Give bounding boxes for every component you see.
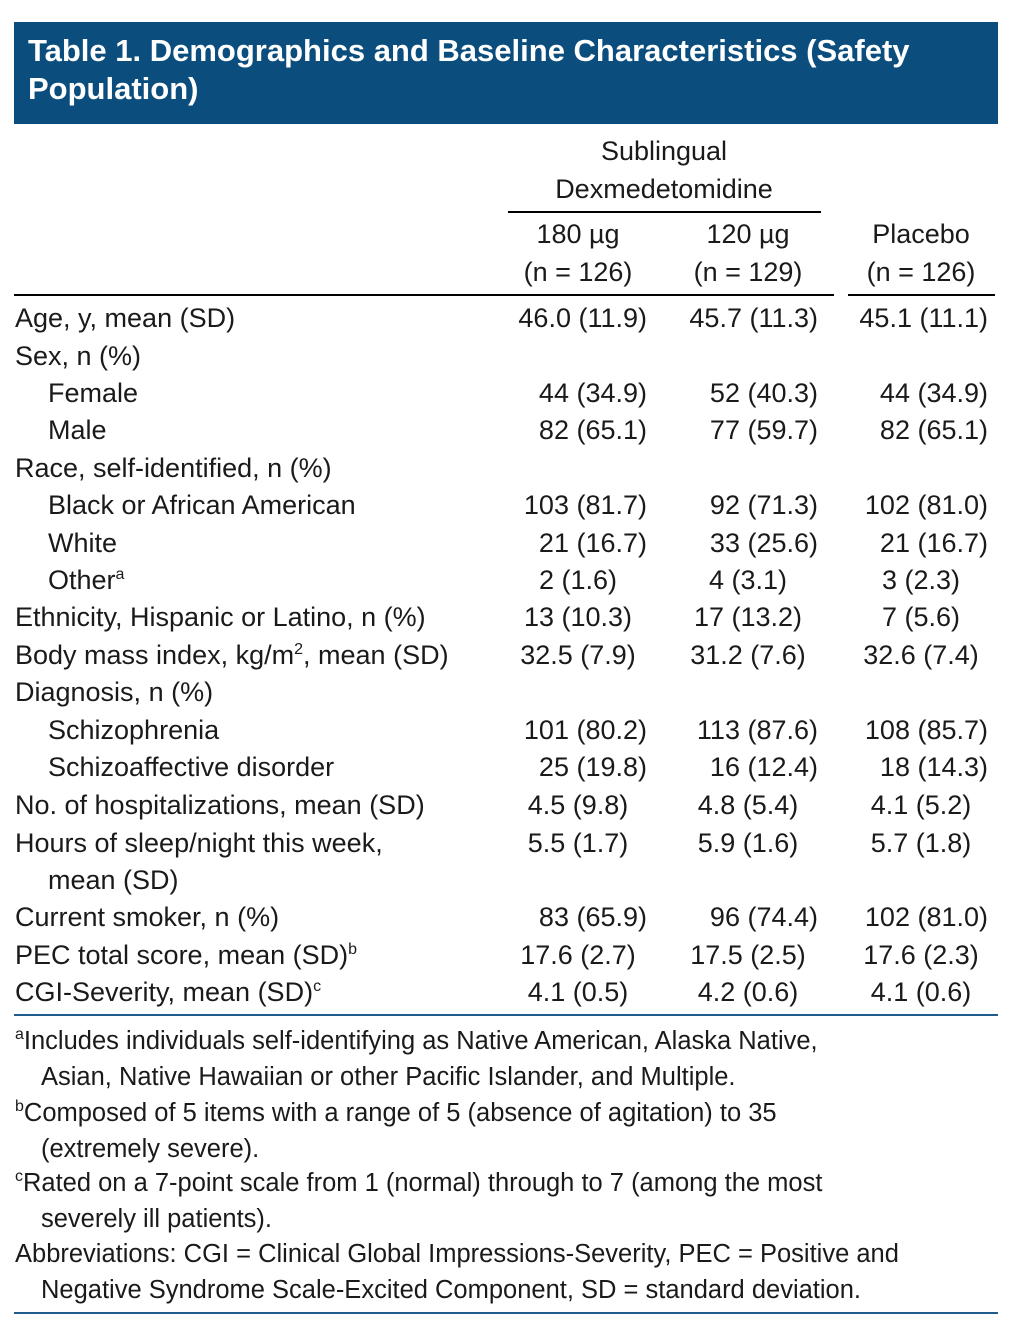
cell-placebo: 4.1 (5.2) (870, 790, 972, 820)
row-label: Current smoker, n (%) (15, 902, 280, 932)
table-row (0, 374, 1015, 412)
row-label: PEC total score, mean (SD)$^b$ (15, 940, 358, 970)
row-label: Race, self-identified, n (%) (15, 453, 332, 483)
cell-placebo: 44 (34.9) (879, 378, 988, 408)
table-row (0, 973, 1015, 1011)
col1-dose-header: 180 µg (536, 219, 620, 249)
row-label: Ethnicity, Hispanic or Latino, n (%) (15, 602, 426, 632)
table-row (0, 711, 1015, 749)
row-label: CGI-Severity, mean (SD)$^c$ (15, 977, 322, 1007)
cell-placebo: 108 (85.7) (864, 715, 988, 745)
table-bottom-rule (14, 1014, 998, 1016)
row-label: White (48, 528, 118, 558)
footnote-mark: a (115, 566, 125, 583)
row-label: Age, y, mean (SD) (15, 303, 236, 333)
row-label: Female (48, 378, 139, 408)
table-title-bar (14, 22, 998, 124)
cell-180: 17.6 (2.7) (520, 940, 636, 970)
cell-120: 31.2 (7.6) (690, 640, 806, 670)
cell-180: 32.5 (7.9) (520, 640, 636, 670)
table-row (0, 936, 1015, 974)
table-row-continuation (0, 861, 1015, 899)
cell-120: 77 (59.7) (709, 415, 818, 445)
cell-placebo: 102 (81.0) (864, 902, 988, 932)
cell-placebo: 7 (5.6) (881, 602, 961, 632)
cell-120: 52 (40.3) (709, 378, 818, 408)
table-row (0, 824, 1015, 862)
table-row (0, 524, 1015, 562)
cell-placebo: 82 (65.1) (879, 415, 988, 445)
row-label: Schizoaffective disorder (48, 752, 335, 782)
row-label: Body mass index, $kg/m^2$, mean (SD) (15, 640, 449, 670)
table-row (0, 411, 1015, 449)
cell-180: 44 (34.9) (538, 378, 647, 408)
col3-n-header: (n = 126) (866, 257, 976, 287)
row-label-continued: mean (SD) (48, 865, 179, 895)
table-row (0, 337, 1015, 375)
group-header-line2: Dexmedetomidine (555, 174, 773, 204)
cell-placebo: 45.1 (11.1) (859, 303, 988, 333)
cell-120: 4 (3.1) (708, 565, 788, 595)
cell-180: 4.5 (9.8) (527, 790, 629, 820)
cell-placebo: 21 (16.7) (879, 528, 988, 558)
cell-180: 4.1 (0.5) (527, 977, 629, 1007)
table-row (0, 673, 1015, 711)
row-label: Black or African American (48, 490, 356, 520)
table-row (0, 486, 1015, 524)
cell-180: 46.0 (11.9) (518, 303, 647, 333)
group-header-rule (508, 211, 821, 213)
col3-label-header: Placebo (872, 219, 970, 249)
header-rule-placebo (848, 294, 995, 296)
row-label: Male (48, 415, 107, 445)
cell-120: 92 (71.3) (709, 490, 818, 520)
table-row (0, 561, 1015, 599)
col1-n-header: (n = 126) (523, 257, 633, 287)
table-row (0, 748, 1015, 786)
table-row (0, 449, 1015, 487)
cell-180: 25 (19.8) (538, 752, 647, 782)
cell-placebo: 32.6 (7.4) (863, 640, 979, 670)
row-label: Hours of sleep/night this week, (15, 828, 383, 858)
footnote-a: $^a$Includes individuals self-identifying as Native American, Alaska Native, Asian, Native Hawaiian or other Pacific Islander, and Multiple. (15, 1026, 818, 1091)
cell-120: 17.5 (2.5) (690, 940, 806, 970)
superscript: 2 (294, 641, 304, 658)
footnote-mark: c (15, 1168, 23, 1185)
cell-placebo: 18 (14.3) (879, 752, 988, 782)
row-label: Schizophrenia (48, 715, 220, 745)
cell-placebo: 5.7 (1.8) (870, 828, 972, 858)
row-label: Sex, n (%) (15, 341, 142, 371)
table-title: Table 1. Demographics and Baseline Characteristics (Safety Population) (28, 33, 910, 106)
footnote-mark: b (348, 941, 358, 958)
cell-placebo: 17.6 (2.3) (863, 940, 979, 970)
cell-180: 13 (10.3) (523, 602, 633, 632)
cell-120: 4.8 (5.4) (697, 790, 799, 820)
cell-180: 82 (65.1) (538, 415, 647, 445)
cell-180: 2 (1.6) (538, 565, 618, 595)
cell-120: 113 (87.6) (696, 715, 818, 745)
table-row (0, 299, 1015, 337)
footer-bottom-rule (14, 1312, 998, 1314)
cell-placebo: 102 (81.0) (864, 490, 988, 520)
row-label: Other$^a$ (48, 565, 125, 595)
table-row (0, 898, 1015, 936)
cell-placebo: 4.1 (0.6) (870, 977, 972, 1007)
cell-120: 96 (74.4) (709, 902, 818, 932)
table-row (0, 598, 1015, 636)
cell-120: 5.9 (1.6) (697, 828, 799, 858)
row-label: No. of hospitalizations, mean (SD) (15, 790, 425, 820)
cell-180: 83 (65.9) (538, 902, 647, 932)
cell-180: 5.5 (1.7) (527, 828, 629, 858)
col2-n-header: (n = 129) (693, 257, 803, 287)
table-row (0, 636, 1015, 674)
row-label: Diagnosis, n (%) (15, 677, 214, 707)
footnote-c: $^c$Rated on a 7-point scale from 1 (normal) through to 7 (among the most severely ill patients). (15, 1168, 823, 1233)
cell-120: 16 (12.4) (709, 752, 818, 782)
footnote-b: $^b$Composed of 5 items with a range of 5 (absence of agitation) to 35 (extremely severe). (15, 1098, 777, 1163)
cell-120: 17 (13.2) (693, 602, 803, 632)
footnote-mark: a (15, 1026, 24, 1043)
footnote-abbreviations: Abbreviations: CGI = Clinical Global Impressions-Severity, PEC = Positive and Negative Syndrome Scale-Excited Component, SD = standard deviation. (15, 1240, 899, 1304)
cell-180: 101 (80.2) (523, 715, 647, 745)
cell-120: 4.2 (0.6) (697, 977, 799, 1007)
footnote-mark: c (313, 978, 322, 995)
cell-120: 33 (25.6) (709, 528, 818, 558)
col2-dose-header: 120 µg (706, 219, 790, 249)
group-header-line1: Sublingual (600, 136, 728, 166)
cell-180: 103 (81.7) (523, 490, 647, 520)
footnote-mark: b (15, 1098, 24, 1115)
header-rule-main (14, 294, 834, 296)
cell-placebo: 3 (2.3) (881, 565, 961, 595)
cell-180: 21 (16.7) (538, 528, 647, 558)
cell-120: 45.7 (11.3) (689, 303, 818, 333)
table-row (0, 786, 1015, 824)
